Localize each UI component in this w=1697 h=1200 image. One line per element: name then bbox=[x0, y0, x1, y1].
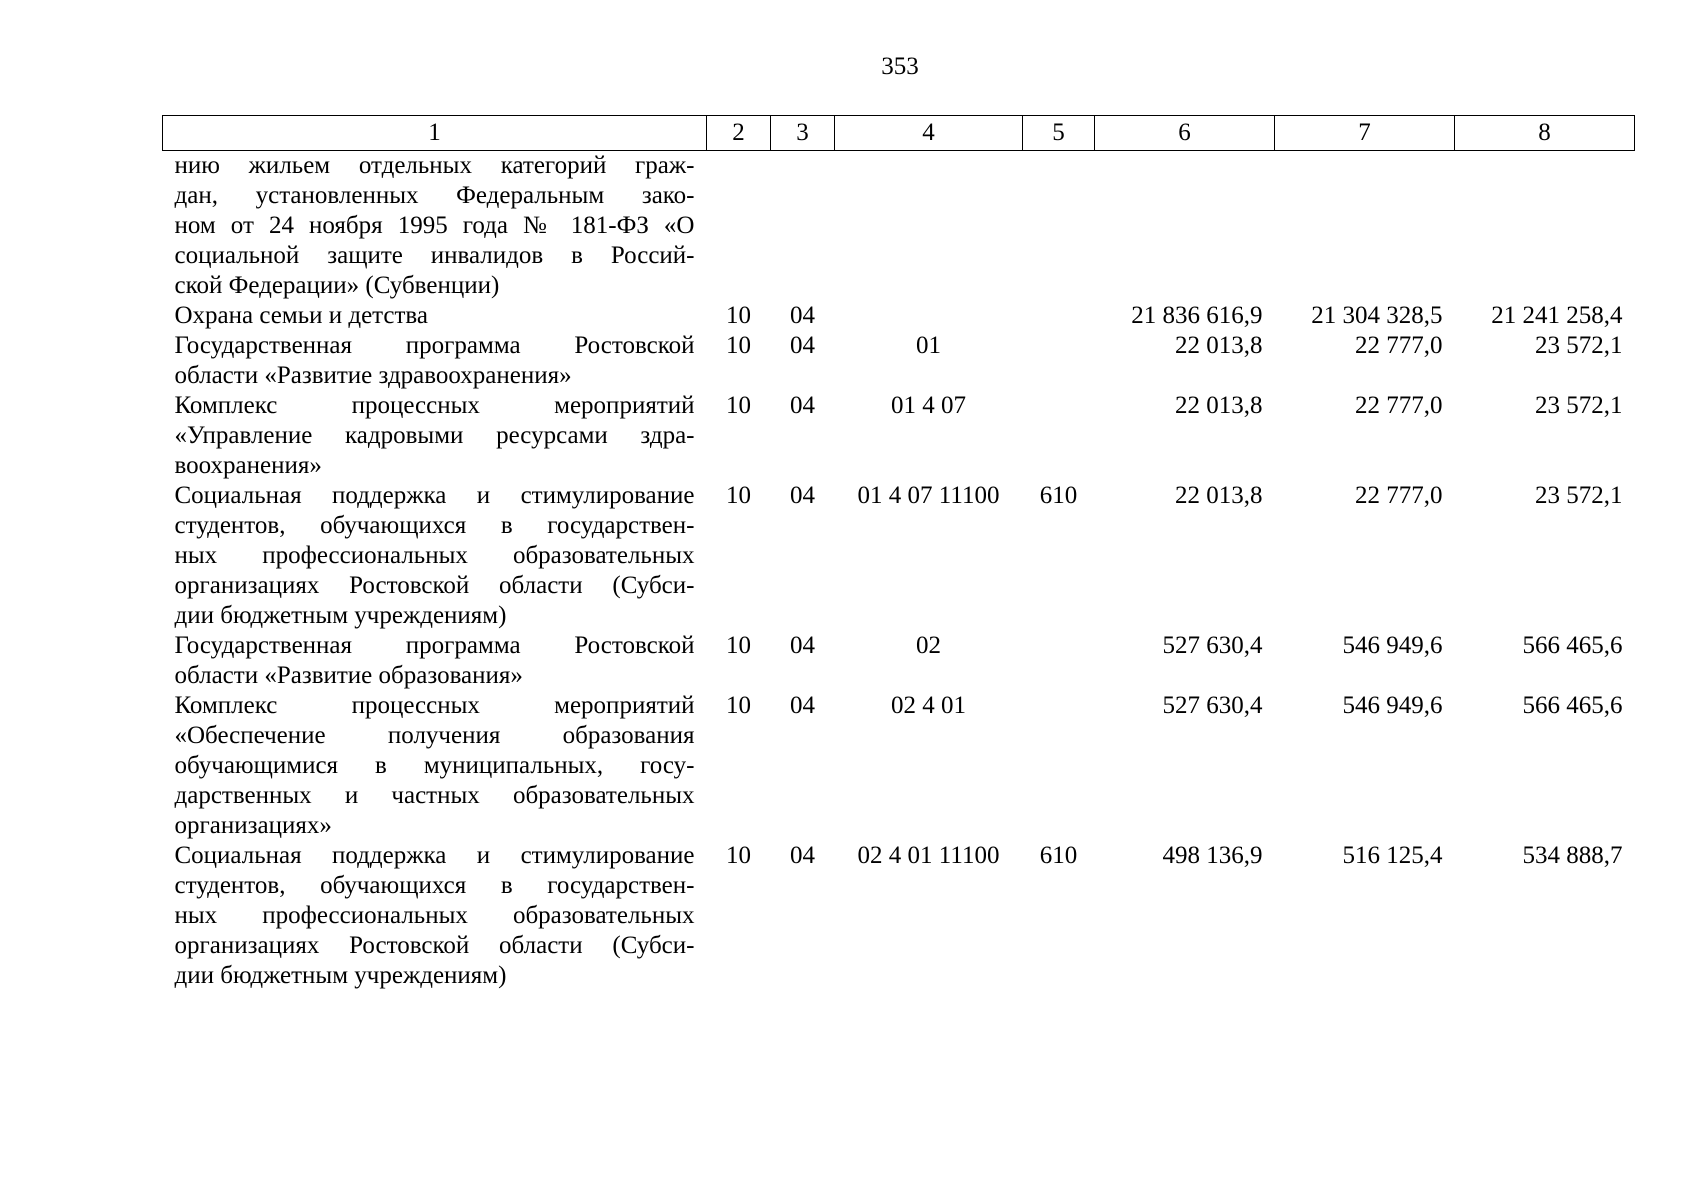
subsection-code bbox=[771, 151, 835, 302]
row-name-line: организациях Ростовской области (Субси- bbox=[174, 572, 695, 599]
row-name-line: Комплекс процессных мероприятий bbox=[174, 692, 695, 719]
row-name bbox=[163, 841, 707, 991]
row-name-line: «Управление кадровыми ресурсами здра- bbox=[174, 422, 695, 449]
amount-year-2: 22 777,0 bbox=[1355, 482, 1443, 509]
column-header-8: 8 bbox=[1455, 116, 1635, 151]
row-name-line: Государственная программа Ростовской bbox=[174, 332, 695, 359]
row-name bbox=[163, 151, 707, 302]
section-code: 10 bbox=[726, 392, 751, 419]
page-number: 353 bbox=[881, 53, 919, 80]
column-header-4: 4 bbox=[835, 116, 1023, 151]
amount-year-3: 23 572,1 bbox=[1535, 332, 1623, 359]
section-code: 10 bbox=[726, 332, 751, 359]
amount-year-1: 498 136,9 bbox=[1162, 842, 1263, 869]
table-row bbox=[163, 691, 1635, 841]
row-name-line: ных профессиональных образовательных bbox=[174, 902, 695, 929]
amount-year-2: 21 304 328,5 bbox=[1311, 302, 1443, 329]
subsection-code: 04 bbox=[790, 302, 815, 329]
section-code: 10 bbox=[726, 302, 751, 329]
column-header-3: 3 bbox=[771, 116, 835, 151]
column-number-header-row bbox=[163, 116, 1635, 151]
expense-type-code bbox=[1023, 151, 1095, 302]
amount-year-3: 21 241 258,4 bbox=[1491, 302, 1623, 329]
target-article-code: 01 bbox=[916, 332, 941, 359]
amount-year-3 bbox=[1455, 151, 1635, 302]
subsection-code: 04 bbox=[790, 692, 815, 719]
amount-year-1: 527 630,4 bbox=[1162, 632, 1263, 659]
expense-type-code bbox=[1023, 331, 1095, 391]
amount-year-2 bbox=[1275, 151, 1455, 302]
section-code: 10 bbox=[726, 482, 751, 509]
row-name-line: области «Развитие образования» bbox=[174, 662, 523, 689]
row-name-line: воохранения» bbox=[174, 452, 322, 479]
row-name-line: студентов, обучающихся в государствен- bbox=[174, 512, 695, 539]
amount-year-1: 21 836 616,9 bbox=[1131, 302, 1263, 329]
amount-year-1: 527 630,4 bbox=[1162, 692, 1263, 719]
amount-year-1 bbox=[1095, 151, 1275, 302]
row-name-line: Социальная поддержка и стимулирование bbox=[174, 482, 695, 509]
amount-year-1: 22 013,8 bbox=[1175, 482, 1263, 509]
column-header-5: 5 bbox=[1023, 116, 1095, 151]
table-row bbox=[163, 151, 1635, 302]
target-article-code bbox=[835, 301, 1023, 331]
amount-year-3: 566 465,6 bbox=[1522, 632, 1623, 659]
table-row bbox=[163, 631, 1635, 691]
column-header-2: 2 bbox=[707, 116, 771, 151]
amount-year-2: 22 777,0 bbox=[1355, 332, 1443, 359]
row-name bbox=[163, 301, 707, 331]
target-article-code: 02 4 01 11100 bbox=[857, 842, 1000, 869]
row-name-line: социальной защите инвалидов в Россий- bbox=[174, 242, 695, 269]
amount-year-3: 534 888,7 bbox=[1522, 842, 1623, 869]
row-name-line: Социальная поддержка и стимулирование bbox=[174, 842, 695, 869]
target-article-code: 01 4 07 bbox=[891, 392, 966, 419]
row-name-line: обучающимися в муниципальных, госу- bbox=[174, 752, 695, 779]
budget-table bbox=[162, 115, 1635, 991]
amount-year-2: 546 949,6 bbox=[1342, 692, 1443, 719]
row-name-line: организациях Ростовской области (Субси- bbox=[174, 932, 695, 959]
subsection-code: 04 bbox=[790, 482, 815, 509]
expense-type-code bbox=[1023, 631, 1095, 691]
row-name-line: области «Развитие здравоохранения» bbox=[174, 362, 572, 389]
row-name bbox=[163, 481, 707, 631]
expense-type-code bbox=[1023, 691, 1095, 841]
row-name-line: дии бюджетным учреждениям) bbox=[174, 962, 507, 989]
amount-year-2: 546 949,6 bbox=[1342, 632, 1443, 659]
table-row bbox=[163, 391, 1635, 481]
row-name bbox=[163, 391, 707, 481]
expense-type-code bbox=[1023, 391, 1095, 481]
table-row bbox=[163, 331, 1635, 391]
expense-type-code: 610 bbox=[1039, 482, 1078, 509]
row-name bbox=[163, 331, 707, 391]
section-code: 10 bbox=[726, 842, 751, 869]
target-article-code bbox=[835, 151, 1023, 302]
section-code: 10 bbox=[726, 632, 751, 659]
column-header-6: 6 bbox=[1095, 116, 1275, 151]
expense-type-code: 610 bbox=[1039, 842, 1078, 869]
subsection-code: 04 bbox=[790, 392, 815, 419]
target-article-code: 01 4 07 11100 bbox=[857, 482, 1000, 509]
target-article-code: 02 bbox=[916, 632, 941, 659]
amount-year-1: 22 013,8 bbox=[1175, 332, 1263, 359]
row-name-line: студентов, обучающихся в государствен- bbox=[174, 872, 695, 899]
row-name bbox=[163, 631, 707, 691]
row-name-line: Комплекс процессных мероприятий bbox=[174, 392, 695, 419]
amount-year-3: 23 572,1 bbox=[1535, 392, 1623, 419]
column-header-1: 1 bbox=[163, 116, 707, 151]
row-name-line: дан, установленных Федеральным зако- bbox=[174, 182, 695, 209]
subsection-code: 04 bbox=[790, 332, 815, 359]
row-name-line: ных профессиональных образовательных bbox=[174, 542, 695, 569]
row-name-line: ской Федерации» (Субвенции) bbox=[174, 272, 500, 299]
row-name-line: «Обеспечение получения образования bbox=[174, 722, 695, 749]
column-header-7: 7 bbox=[1275, 116, 1455, 151]
table-row bbox=[163, 841, 1635, 991]
table-row bbox=[163, 301, 1635, 331]
subsection-code: 04 bbox=[790, 632, 815, 659]
amount-year-3: 566 465,6 bbox=[1522, 692, 1623, 719]
section-code bbox=[707, 151, 771, 302]
table-row bbox=[163, 481, 1635, 631]
amount-year-3: 23 572,1 bbox=[1535, 482, 1623, 509]
row-name bbox=[163, 691, 707, 841]
table-body bbox=[163, 151, 1635, 992]
section-code: 10 bbox=[726, 692, 751, 719]
target-article-code: 02 4 01 bbox=[891, 692, 966, 719]
row-name-line: дии бюджетным учреждениям) bbox=[174, 602, 507, 629]
row-name-line: нию жильем отдельных категорий граж- bbox=[174, 152, 695, 179]
row-name-line: Охрана семьи и детства bbox=[174, 302, 428, 329]
amount-year-2: 516 125,4 bbox=[1342, 842, 1443, 869]
row-name-line: Государственная программа Ростовской bbox=[174, 632, 695, 659]
subsection-code: 04 bbox=[790, 842, 815, 869]
amount-year-1: 22 013,8 bbox=[1175, 392, 1263, 419]
row-name-line: дарственных и частных образовательных bbox=[174, 782, 695, 809]
expense-type-code bbox=[1023, 301, 1095, 331]
row-name-line: организациях» bbox=[174, 812, 332, 839]
amount-year-2: 22 777,0 bbox=[1355, 392, 1443, 419]
row-name-line: ном от 24 ноября 1995 года № 181-ФЗ «О bbox=[174, 212, 695, 239]
